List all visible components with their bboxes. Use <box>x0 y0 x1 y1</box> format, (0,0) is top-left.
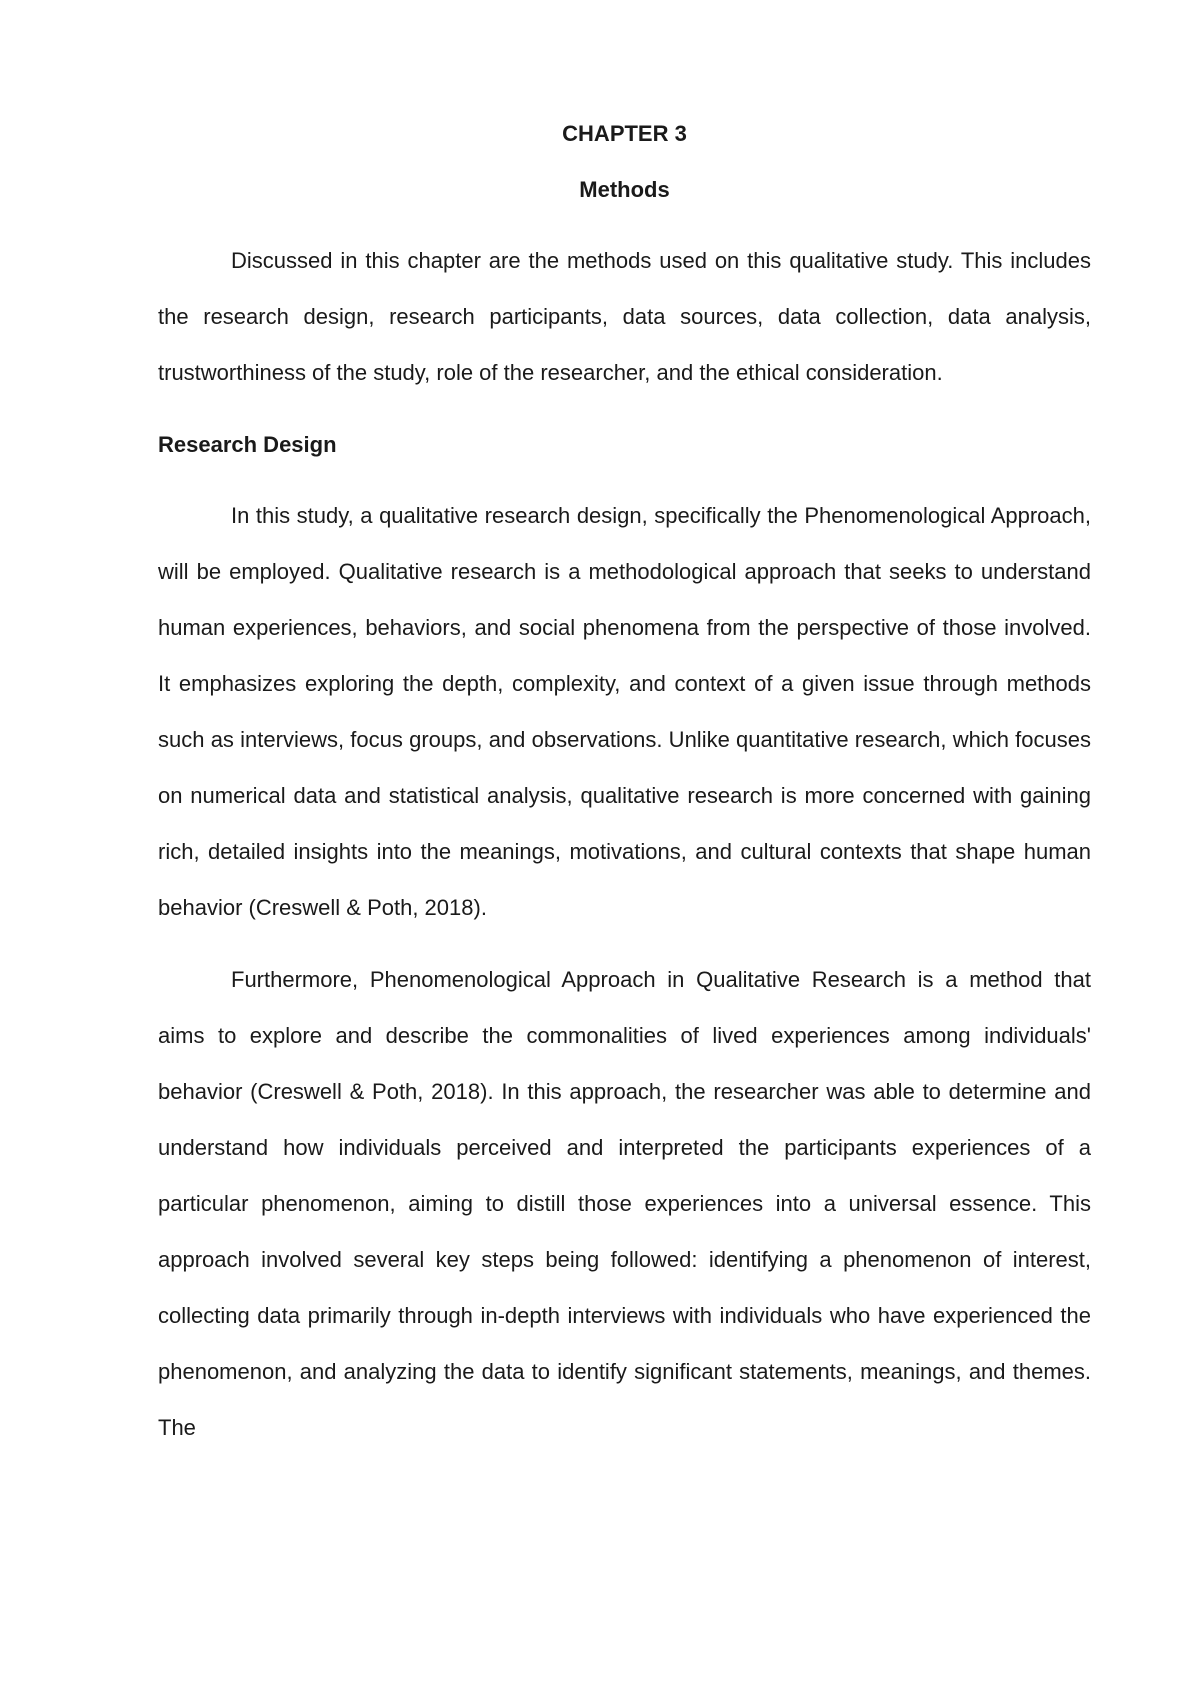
intro-paragraph: Discussed in this chapter are the methods used on this qualitative study. This includes the research design, research participants, data sources, data collection, data analysis, trustworthiness of the study, role of the researcher, and the ethical consideration. <box>158 248 1091 385</box>
body-paragraph-2: Furthermore, Phenomenological Approach in Qualitative Research is a method that aims to explore and describe the commonalities of lived experiences among individuals' behavior (Creswell & Poth, 2018). In this approach, the researcher was able to determine and understand how individuals perceived and interpreted the participants experiences of a particular phenomenon, aiming to distill those experiences into a universal essence. This approach involved several key steps being followed: identifying a phenomenon of interest, collecting data primarily through in-depth interviews with individuals who have experienced the phenomenon, and analyzing the data to identify significant statements, meanings, and themes. The <box>158 967 1091 1440</box>
body-paragraph-1: In this study, a qualitative research design, specifically the Phenomenological Approach, will be employed. Qualitative research is a methodological approach that seeks to understand human experiences, behaviors, and social phenomena from the perspective of those involved. It emphasizes exploring the depth, complexity, and context of a given issue through methods such as interviews, focus groups, and observations. Unlike quantitative research, which focuses on numerical data and statistical analysis, qualitative research is more concerned with gaining rich, detailed insights into the meanings, motivations, and cultural contexts that shape human behavior (Creswell & Poth, 2018). <box>158 503 1091 920</box>
chapter-label: CHAPTER 3 <box>562 121 687 146</box>
page-content <box>158 106 1091 1456</box>
section-title: Methods <box>579 177 670 202</box>
subsection-heading: Research Design <box>158 432 337 457</box>
